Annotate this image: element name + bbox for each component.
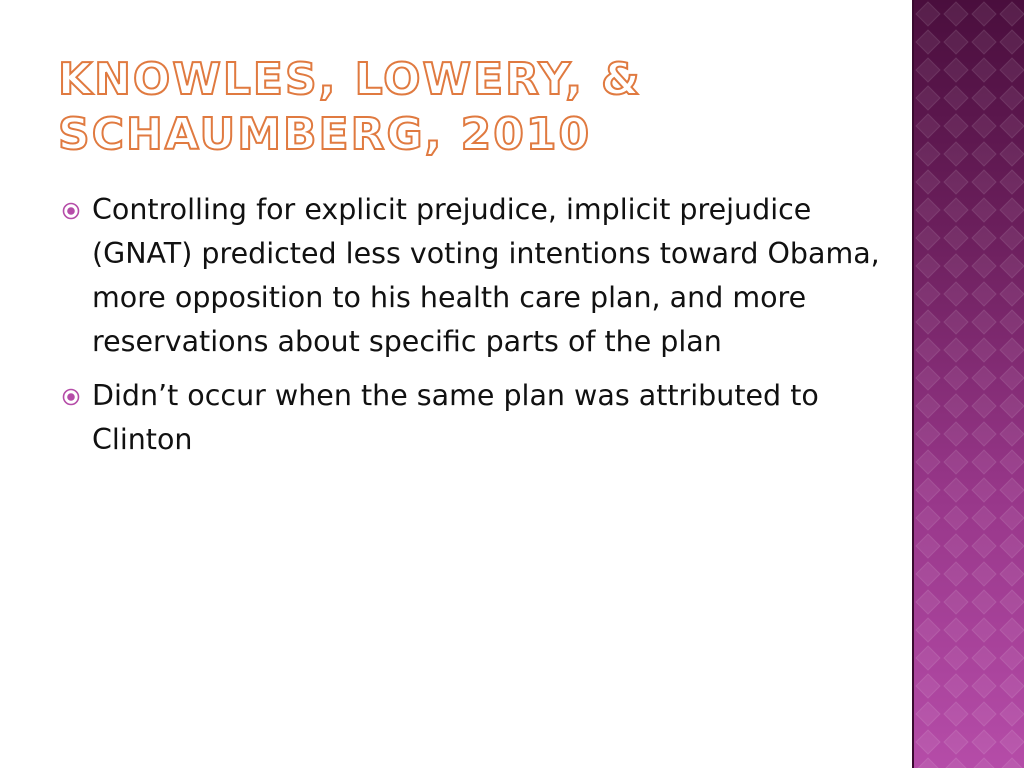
bullet-text: Didn’t occur when the same plan was attributed to Clinton <box>92 379 819 456</box>
decorative-sidebar <box>912 0 1024 768</box>
bullet-text: Controlling for explicit prejudice, implicit prejudice (GNAT) predicted less voting intentions toward Obama, more opposition to his health care plan, and more reservations about specific parts of the plan <box>92 193 880 358</box>
bullet-item <box>60 374 880 462</box>
bullet-item <box>60 188 880 364</box>
slide-title: KNOWLES, LOWERY, & SCHAUMBERG, 2010 <box>58 54 642 160</box>
bullet-list <box>60 188 880 472</box>
target-bullet-icon <box>62 388 80 406</box>
target-bullet-icon <box>62 202 80 220</box>
diamond-pattern-icon <box>914 0 1024 768</box>
